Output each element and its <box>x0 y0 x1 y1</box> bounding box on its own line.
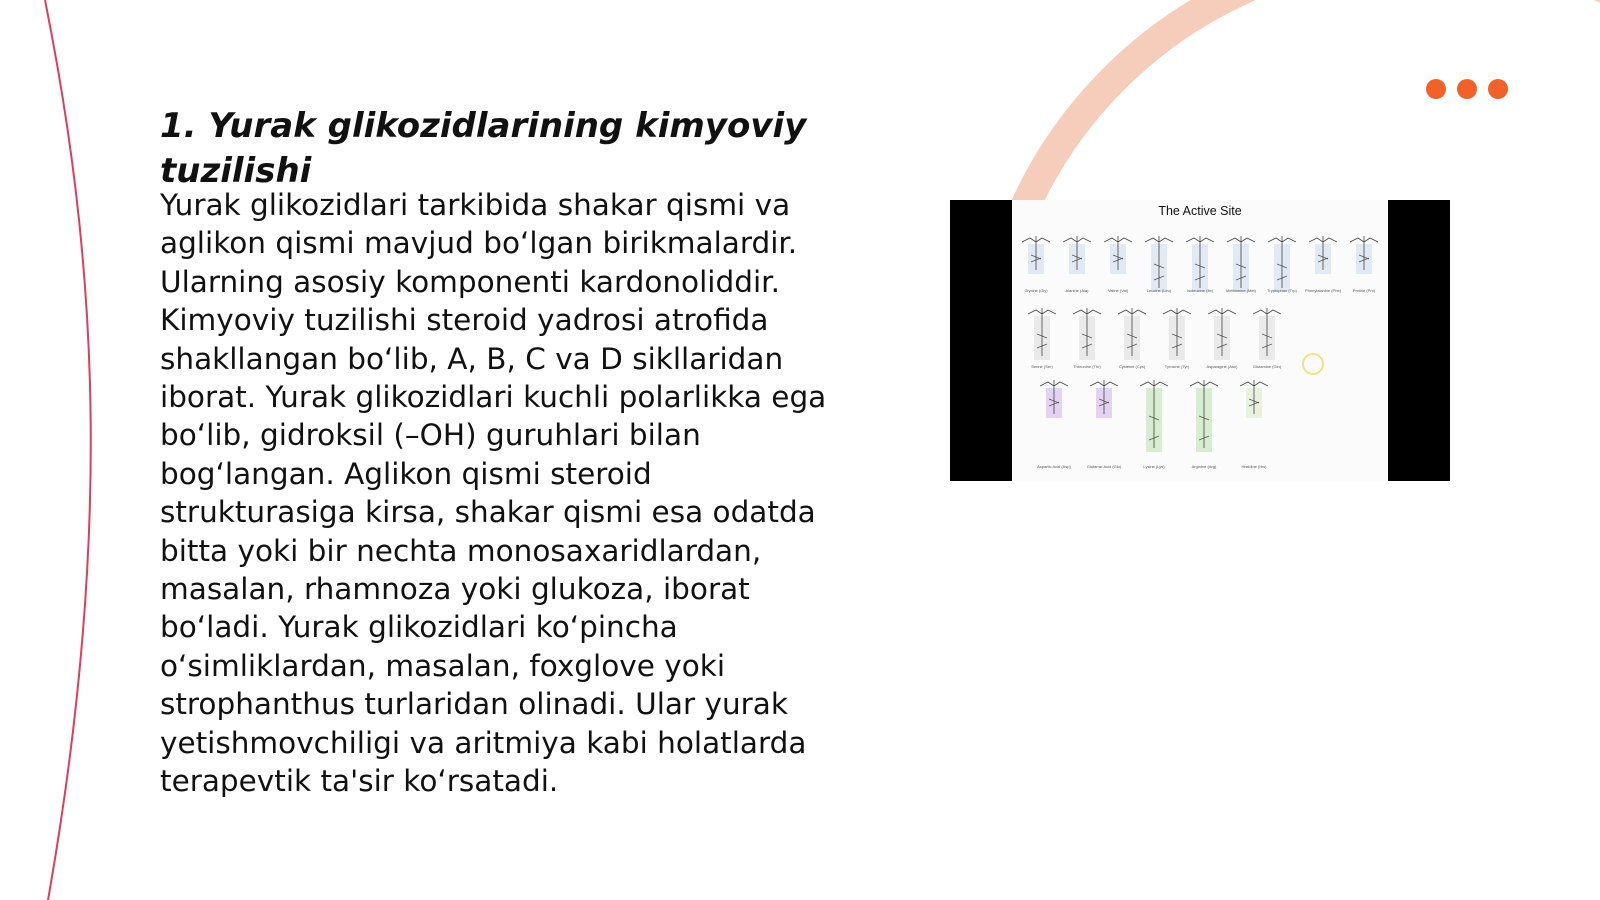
molecule-label: Arginine (Arg) <box>1191 464 1217 469</box>
dot-icon <box>1457 79 1477 99</box>
molecule-structure <box>1346 234 1382 276</box>
molecule-label: Phenylalanine (Phe) <box>1304 288 1342 293</box>
molecule-label: Valine (Val) <box>1107 288 1129 293</box>
molecule-label: Cysteine (Cys) <box>1118 364 1146 369</box>
molecule-label: Isoleucine (Ile) <box>1186 288 1214 293</box>
molecule-label: Serine (Ser) <box>1031 364 1053 369</box>
molecule-label: Tryptophan (Trp) <box>1267 288 1297 293</box>
molecule-label: Threonine (Thr) <box>1073 364 1101 369</box>
molecule-structure <box>1100 234 1136 276</box>
cursor-highlight-icon <box>1302 353 1324 375</box>
molecule-structure <box>1182 234 1218 294</box>
dot-icon <box>1488 79 1508 99</box>
molecule-label: Alanine (Ala) <box>1065 288 1089 293</box>
molecule-structure <box>1159 306 1195 362</box>
slide-body-text: Yurak glikozidlari tarkibida shakar qismi va aglikon qismi mavjud bo‘lgan birikmalardir. Ularning asosiy komponenti kardonoliddir. Kimyoviy tuzilishi steroid yadrosi atrofida shakllangan bo‘lib, A, B, C va D sikllaridan iborat. Yurak glikozidlari kuchli polarlikka ega bo‘lib, gidroksil (–OH) guruhlari bilan bog‘langan. Aglikon qismi steroid strukturasiga kirsa, shakar qismi esa odatda bitta yoki bir nechta monosaxaridlardan, masalan, rhamnoza yoki glukoza, iborat bo‘ladi. Yurak glikozidlari ko‘pincha o‘simliklardan, masalan, foxglove yoki strophanthus turlaridan olinadi. Ular yurak yetishmovchiligi va aritmiya kabi holatlarda terapevtik ta'sir ko‘rsatadi. <box>160 188 827 799</box>
molecule-structure <box>1264 234 1300 294</box>
molecule-structure <box>1036 378 1072 420</box>
molecule-structure <box>1069 306 1105 362</box>
molecule-structure <box>1249 306 1285 362</box>
molecule-structure <box>1086 378 1122 420</box>
dot-icon <box>1426 79 1446 99</box>
molecule-structure <box>1018 234 1054 276</box>
molecule-structure <box>1305 234 1341 276</box>
molecule-structure <box>1204 306 1240 362</box>
slide-title: 1. Yurak glikozidlarining kimyoviy tuzilishi <box>160 106 807 191</box>
more-dots-icon[interactable] <box>1426 79 1508 99</box>
molecule-structure <box>1136 378 1172 454</box>
molecule-label: Tyrosine (Tyr) <box>1164 364 1190 369</box>
left-accent-line <box>45 0 91 900</box>
molecule-label: Proline (Pro) <box>1352 288 1376 293</box>
molecule-label: Histidine (His) <box>1241 464 1267 469</box>
molecule-structure <box>1141 234 1177 294</box>
figure-title: The Active Site <box>1158 204 1242 218</box>
molecule-label: Lysine (Lys) <box>1143 464 1165 469</box>
molecule-structure <box>1186 378 1222 454</box>
molecule-structure <box>1114 306 1150 362</box>
active-site-figure <box>950 200 1450 481</box>
molecule-label: Methionine (Met) <box>1225 288 1257 293</box>
figure-image-area <box>1012 200 1388 481</box>
molecule-label: Asparagine (Asn) <box>1206 364 1238 369</box>
molecule-label: Aspartic Acid (Asp) <box>1037 464 1071 469</box>
molecule-label: Glutamine (Gln) <box>1252 364 1282 369</box>
molecule-structure <box>1236 378 1272 420</box>
molecule-structure <box>1223 234 1259 294</box>
molecule-label: Leucine (Leu) <box>1146 288 1172 293</box>
molecule-label: Glutamic Acid (Glu) <box>1086 464 1122 469</box>
molecule-label: Glycine (Gly) <box>1024 288 1048 293</box>
molecule-structure <box>1059 234 1095 276</box>
molecule-structure <box>1024 306 1060 362</box>
